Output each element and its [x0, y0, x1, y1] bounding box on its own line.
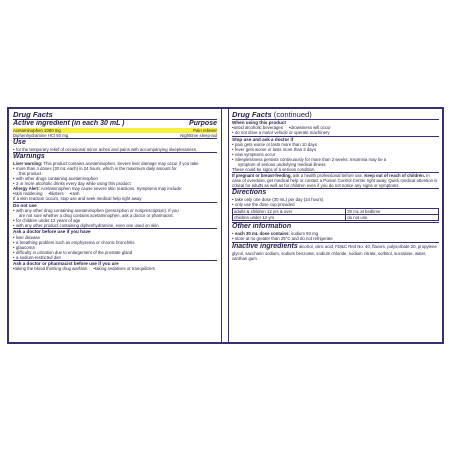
inactive-ingredients-heading: Inactive ingredients [232, 242, 298, 250]
active-ingredient-header [13, 120, 217, 128]
list-item: • a sodium-restricted diet [13, 255, 217, 260]
liver-warning-label: Liver warning: [13, 161, 43, 167]
inactive-ingredients [232, 243, 439, 261]
directions-list [232, 197, 439, 207]
when-using-heading: When using this product [232, 120, 286, 125]
active-ingredient-heading: Active ingredient (in each 30 mL ) [13, 120, 125, 127]
ask-pharmacist-list [13, 266, 217, 271]
allergy-after-text: If a skin reaction occurs, stop use and seek medical help right away [13, 196, 142, 202]
list-item: symptom of serious underlying medical illness. [238, 162, 327, 168]
list-item: • only use the dose cup provided [232, 202, 439, 207]
ask-doctor-heading: Ask a doctor before use if you have [13, 229, 91, 235]
inactive-ingredients-text: alcohol, citric acid, FD&C Red No. 40, flavors, polysorbate 20, propylene glycol, saccharin sodium, sodium benzoate, sodium chloride, sodium citrate, sorbitol, sucralose, water, xanthan gum [232, 243, 437, 261]
allergy-alert-text: Acetaminophen may cause severe skin reactions. Symptoms may include: [40, 186, 183, 192]
list-item: • taking sedatives or tranquilizers [93, 266, 155, 271]
other-information-list [232, 231, 439, 241]
do-not-use-heading: Do not use [13, 202, 37, 208]
table-cell: do not use [346, 215, 439, 221]
list-item: this product [19, 171, 42, 177]
list-item: • take only one dose (30 mL) per day (24 hours) [232, 197, 439, 202]
list-item: • difficulty in urination due to enlargement of the prostate gland [13, 250, 217, 255]
list-item: • do not drive a motor vehicle or operate machinery [232, 130, 439, 135]
pregnancy-text: ask a health professional before use. [291, 173, 365, 179]
list-item: • taking the blood thinning drug warfarin [13, 266, 87, 271]
use-list [13, 147, 217, 152]
list-item: • more than 4 doses (30 mL each) in 24 hours, which is the maximum daily amount for [13, 166, 217, 171]
liver-warning-list [13, 166, 217, 186]
table-cell: 30 mL at bedtime [346, 209, 439, 215]
overdose-text: In case of overdose, get medical help or contact a Poison Control Center right away. Quick medical attention is critical for adults as well as for children even if you do not notice any signs or symptoms. [232, 173, 438, 189]
list-item: • store at no greater than 25°C and do not refrigerate [232, 236, 439, 241]
list-item: • with other drugs containing acetaminophen [13, 176, 217, 181]
ask-pharmacist-heading: Ask a doctor or pharmacist before use if you are [13, 260, 119, 266]
use-heading: Use [13, 139, 26, 147]
list-item: • with any other product containing diphenhydramine, even one used on skin [13, 223, 217, 228]
drug-facts-continued-title [232, 110, 439, 119]
other-information-heading: Other information [232, 223, 292, 231]
pregnancy-lead: If pregnant or breast-feeding, [232, 173, 292, 179]
when-using-list [232, 130, 439, 135]
list-item: • for the temporary relief of occasional minor aches and pains with accompanying sleeplessness. [13, 147, 217, 152]
list-item: • pain gets worse or lasts more than 10 days [232, 142, 439, 147]
dose-contains-value: sodium 93 mg [289, 231, 319, 237]
column-divider [221, 109, 229, 342]
list-item: • blisters [48, 191, 63, 196]
continued-label: (continued) [273, 110, 312, 119]
drug-facts-label [7, 107, 444, 344]
pregnancy-warning [232, 173, 439, 188]
list-item: • glaucoma [13, 245, 217, 250]
dosage-table [232, 208, 439, 221]
drug-facts-title: Drug Facts [232, 110, 272, 119]
list-item: are not sure whether a drug contains acetaminophen, ask a doctor or pharmacist. [19, 212, 174, 218]
directions-heading: Directions [232, 189, 267, 197]
list-item: • drowsiness will occur [289, 125, 331, 130]
ingredient-purpose: Nighttime sleep-aid [180, 133, 217, 139]
allergy-alert-label: Allergy Alert: [13, 186, 40, 192]
do-not-use-list [13, 208, 217, 228]
ingredient-name: Acetaminophen 1000 mg [13, 128, 61, 133]
list-item: • liver disease [13, 235, 217, 240]
drug-facts-right-column [229, 109, 442, 342]
list-item: • fever gets worse or lasts more than 3 days [232, 147, 439, 152]
stop-use-after-text: These could be signs of a serious condition. [232, 167, 316, 173]
drug-facts-left-column [9, 109, 221, 342]
ingredient-name: Diphenhydramine HCl 50 mg [13, 133, 69, 139]
list-item: • 3 or more alcoholic drinks every day while using this product [13, 181, 217, 186]
list-item: • new symptoms occur [232, 152, 439, 157]
table-cell: children under 12 yrs [233, 215, 346, 221]
stop-use-heading: Stop use and ask a doctor if [232, 136, 294, 142]
table-cell: adults & children 12 yrs & over [233, 209, 346, 215]
list-item: • for children under 12 years of age [13, 218, 217, 223]
dose-contains-label: each 30 mL dose contains: [235, 231, 290, 237]
purpose-heading: Purpose [188, 120, 217, 127]
stop-use-list [232, 142, 439, 167]
list-item: • avoid alcoholic beverages [232, 125, 283, 130]
list-item: • a breathing problem such as emphysema or chronic bronchitis [13, 240, 217, 245]
list-item: • with any other drug containing acetaminophen (prescription or nonprescription). If you [13, 208, 217, 213]
liver-warning-text: This product contains acetaminophen. Severe liver damage may occur if you take [43, 161, 199, 167]
keep-out-of-reach: Keep out of reach of children. [364, 173, 425, 179]
list-item: • skin reddening [13, 191, 42, 196]
warnings-heading: Warnings [13, 153, 45, 161]
ingredient-purpose: Pain reliever [193, 128, 217, 133]
table-row [233, 215, 439, 221]
ask-doctor-list [13, 235, 217, 260]
drug-facts-title: Drug Facts [13, 110, 53, 119]
list-item: • Sleeplessness persists continuously for more than 2 weeks. Insomnia may be a [232, 157, 439, 162]
list-item: • rash [70, 191, 80, 196]
